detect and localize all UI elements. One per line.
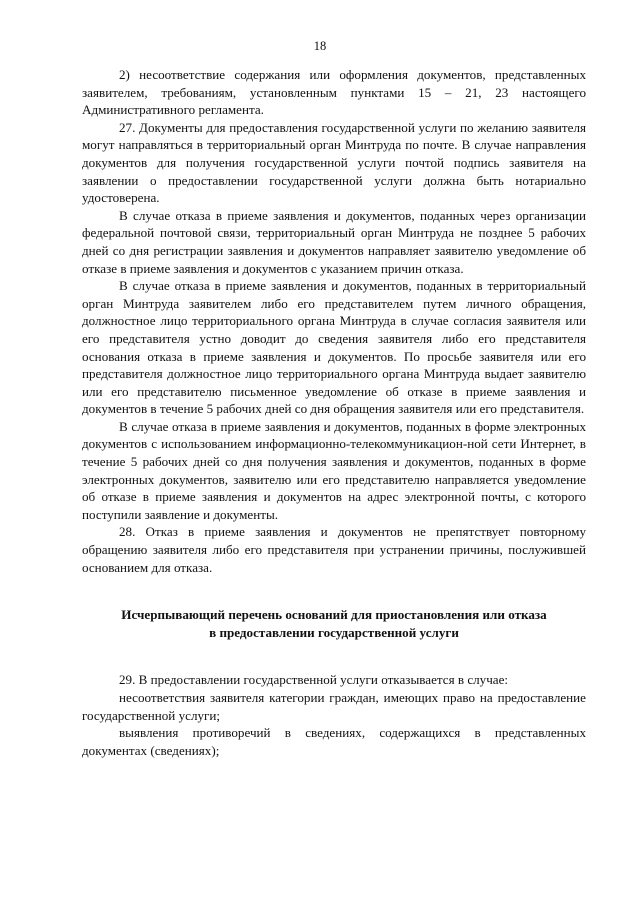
section-heading <box>82 606 586 641</box>
section-heading-line-1: Исчерпывающий перечень оснований для приостановления или отказа <box>121 607 547 623</box>
paragraph-item-2: 2) несоответствие содержания или оформления документов, представленных заявителем, требованиям, установленным пунктами 15 – 21, 23 настоящего Административного регламента. <box>82 67 586 118</box>
paragraph-29: 29. В предоставлении государственной услуги отказывается в случае: <box>119 672 509 688</box>
paragraph-28: 28. Отказ в приеме заявления и документов не препятствует повторному обращению заявителя либо его представителя при устранении причины, послужившей основанием для отказа. <box>82 524 586 575</box>
paragraph-contradictions: выявления противоречий в сведениях, содержащихся в представленных документах (сведениях); <box>82 725 586 758</box>
document-body <box>82 66 586 759</box>
paragraph-mismatch-category: несоответствия заявителя категории граждан, имеющих право на предоставление государственной услуги; <box>82 690 586 723</box>
paragraph-refusal-personal: В случае отказа в приеме заявления и документов, поданных в территориальный орган Минтруда заявителем либо его представителем путем личного обращения, должностное лицо территориального органа Минтруда в случае согласия заявителя или его представителя устно доводит до сведения заявителя либо его представителя основания отказа в приеме заявления и документов. По просьбе заявителя или его представителя должностное лицо территориального органа Минтруда выдает заявителю или его представителю письменное уведомление об отказе в приеме заявления и документов в течение 5 рабочих дней со дня обращения заявителя или его представителя. <box>82 278 586 417</box>
paragraph-refusal-postal: В случае отказа в приеме заявления и документов, поданных через организации федеральной почтовой связи, территориальный орган Минтруда не позднее 5 рабочих дней со дня регистрации заявления и документов направляет заявителю уведомление об отказе в приеме заявления и документов с указанием причин отказа. <box>82 207 586 276</box>
section-heading-line-2: в предоставлении государственной услуги <box>209 624 459 640</box>
paragraph-refusal-electronic: В случае отказа в приеме заявления и документов, поданных в форме электронных документов с использованием информационно-телекоммуникацион-ной сети Интернет, в течение 5 рабочих дней со дня получения заявления и документов, поданных в форме электронных документов, заявителю или его представителю направляется уведомление об отказе в приеме заявления и документов на адрес электронной почты, с которого поступили заявление и документы. <box>82 418 586 522</box>
paragraph-27: 27. Документы для предоставления государственной услуги по желанию заявителя могут направляться в территориальный орган Минтруда по почте. В случае направления документов для получения государственной услуги почтой подпись заявителя на заявлении о предоставлении государственной услуги должна быть нотариально удостоверена. <box>82 119 586 206</box>
page-number: 18 <box>313 39 327 53</box>
